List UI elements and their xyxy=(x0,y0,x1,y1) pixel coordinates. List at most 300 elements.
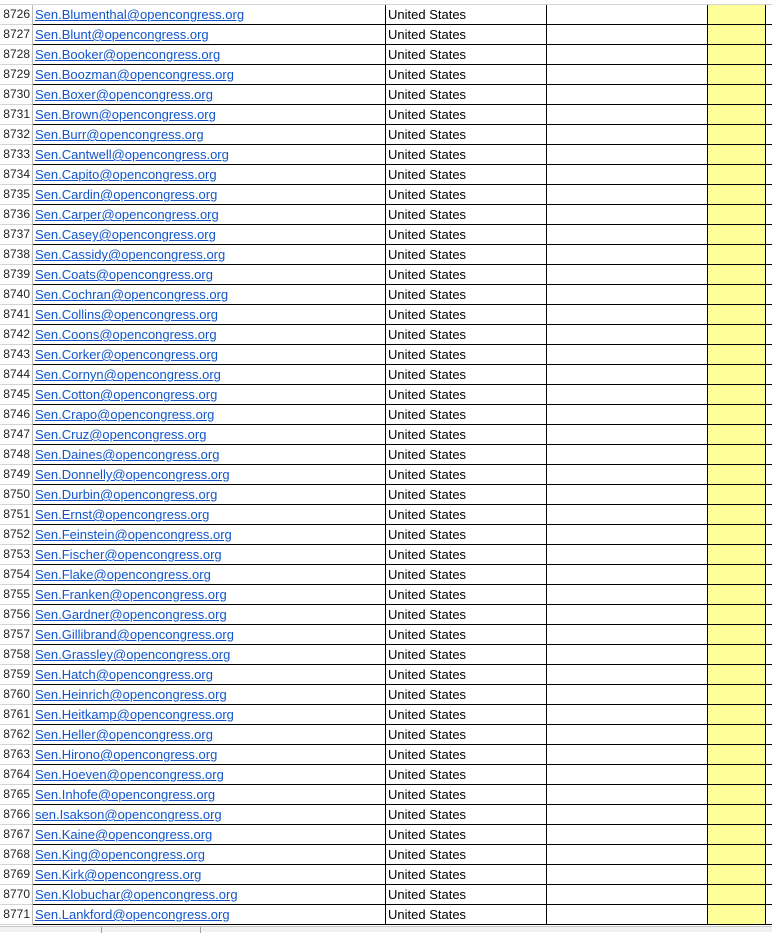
next-column-cell[interactable] xyxy=(766,185,772,205)
highlighted-cell[interactable] xyxy=(708,705,766,725)
row-number[interactable]: 8755 xyxy=(0,585,33,605)
table-row xyxy=(0,805,772,825)
spreadsheet-grid xyxy=(0,5,772,925)
next-column-cell[interactable] xyxy=(766,25,772,45)
email-link-cell[interactable]: sen.Isakson@opencongress.org xyxy=(33,805,386,825)
next-column-cell[interactable] xyxy=(766,565,772,585)
row-number[interactable]: 8729 xyxy=(0,65,33,85)
next-column-cell[interactable] xyxy=(766,765,772,785)
empty-cell[interactable] xyxy=(547,785,708,805)
country-cell[interactable]: United States xyxy=(386,425,547,445)
country-cell[interactable]: United States xyxy=(386,805,547,825)
next-column-cell[interactable] xyxy=(766,225,772,245)
row-number[interactable]: 8737 xyxy=(0,225,33,245)
empty-cell[interactable] xyxy=(547,25,708,45)
next-column-cell[interactable] xyxy=(766,685,772,705)
next-column-cell[interactable] xyxy=(766,145,772,165)
row-number[interactable]: 8760 xyxy=(0,685,33,705)
highlighted-cell[interactable] xyxy=(708,125,766,145)
empty-cell[interactable] xyxy=(547,765,708,785)
country-cell[interactable]: United States xyxy=(386,245,547,265)
email-link-cell[interactable]: Sen.Donnelly@opencongress.org xyxy=(33,465,386,485)
row-number[interactable]: 8763 xyxy=(0,745,33,765)
next-column-cell[interactable] xyxy=(766,5,772,25)
empty-cell[interactable] xyxy=(547,705,708,725)
next-column-cell[interactable] xyxy=(766,165,772,185)
highlighted-cell[interactable] xyxy=(708,805,766,825)
highlighted-cell[interactable] xyxy=(708,5,766,25)
row-number[interactable]: 8727 xyxy=(0,25,33,45)
table-row xyxy=(0,345,772,365)
email-link-cell[interactable]: Sen.Burr@opencongress.org xyxy=(33,125,386,145)
empty-cell[interactable] xyxy=(547,45,708,65)
email-link-cell[interactable]: Sen.Heitkamp@opencongress.org xyxy=(33,705,386,725)
table-row xyxy=(0,565,772,585)
email-link-cell[interactable]: Sen.Ernst@opencongress.org xyxy=(33,505,386,525)
country-cell[interactable]: United States xyxy=(386,45,547,65)
row-number[interactable]: 8747 xyxy=(0,425,33,445)
country-cell[interactable]: United States xyxy=(386,885,547,905)
row-number[interactable]: 8757 xyxy=(0,625,33,645)
highlighted-cell[interactable] xyxy=(708,825,766,845)
country-cell[interactable]: United States xyxy=(386,105,547,125)
next-column-cell[interactable] xyxy=(766,625,772,645)
email-link-cell[interactable]: Sen.Fischer@opencongress.org xyxy=(33,545,386,565)
table-row xyxy=(0,445,772,465)
next-column-cell[interactable] xyxy=(766,325,772,345)
email-link-cell[interactable]: Sen.Flake@opencongress.org xyxy=(33,565,386,585)
highlighted-cell[interactable] xyxy=(708,265,766,285)
next-column-cell[interactable] xyxy=(766,345,772,365)
empty-cell[interactable] xyxy=(547,225,708,245)
empty-cell[interactable] xyxy=(547,285,708,305)
country-cell[interactable]: United States xyxy=(386,865,547,885)
country-cell[interactable]: United States xyxy=(386,485,547,505)
table-row xyxy=(0,265,772,285)
country-cell[interactable]: United States xyxy=(386,25,547,45)
row-number[interactable]: 8746 xyxy=(0,405,33,425)
empty-cell[interactable] xyxy=(547,425,708,445)
table-row xyxy=(0,885,772,905)
email-link-cell[interactable]: Sen.Crapo@opencongress.org xyxy=(33,405,386,425)
highlighted-cell[interactable] xyxy=(708,345,766,365)
highlighted-cell[interactable] xyxy=(708,305,766,325)
highlighted-cell[interactable] xyxy=(708,165,766,185)
empty-cell[interactable] xyxy=(547,545,708,565)
row-number[interactable]: 8731 xyxy=(0,105,33,125)
country-cell[interactable]: United States xyxy=(386,205,547,225)
next-column-cell[interactable] xyxy=(766,85,772,105)
email-link-cell[interactable]: Sen.Feinstein@opencongress.org xyxy=(33,525,386,545)
highlighted-cell[interactable] xyxy=(708,565,766,585)
empty-cell[interactable] xyxy=(547,725,708,745)
next-column-cell[interactable] xyxy=(766,425,772,445)
empty-cell[interactable] xyxy=(547,305,708,325)
country-cell[interactable]: United States xyxy=(386,745,547,765)
highlighted-cell[interactable] xyxy=(708,25,766,45)
table-row xyxy=(0,745,772,765)
table-row xyxy=(0,225,772,245)
country-cell[interactable]: United States xyxy=(386,185,547,205)
empty-cell[interactable] xyxy=(547,185,708,205)
highlighted-cell[interactable] xyxy=(708,385,766,405)
email-link-cell[interactable]: Sen.Franken@opencongress.org xyxy=(33,585,386,605)
country-cell[interactable]: United States xyxy=(386,125,547,145)
email-link-cell[interactable]: Sen.Gardner@opencongress.org xyxy=(33,605,386,625)
country-cell[interactable]: United States xyxy=(386,305,547,325)
email-link-cell[interactable]: Sen.Casey@opencongress.org xyxy=(33,225,386,245)
empty-cell[interactable] xyxy=(547,805,708,825)
email-link-cell[interactable]: Sen.Hatch@opencongress.org xyxy=(33,665,386,685)
next-column-cell[interactable] xyxy=(766,205,772,225)
email-link-cell[interactable]: Sen.Coons@opencongress.org xyxy=(33,325,386,345)
row-number[interactable]: 8745 xyxy=(0,385,33,405)
row-number[interactable]: 8754 xyxy=(0,565,33,585)
empty-cell[interactable] xyxy=(547,85,708,105)
row-number[interactable]: 8769 xyxy=(0,865,33,885)
country-cell[interactable]: United States xyxy=(386,665,547,685)
highlighted-cell[interactable] xyxy=(708,505,766,525)
row-number[interactable]: 8759 xyxy=(0,665,33,685)
empty-cell[interactable] xyxy=(547,325,708,345)
row-number[interactable]: 8761 xyxy=(0,705,33,725)
email-link-cell[interactable]: Sen.Cassidy@opencongress.org xyxy=(33,245,386,265)
email-link-cell[interactable]: Sen.Hirono@opencongress.org xyxy=(33,745,386,765)
row-number[interactable]: 8771 xyxy=(0,905,33,925)
empty-cell[interactable] xyxy=(547,65,708,85)
row-number[interactable]: 8734 xyxy=(0,165,33,185)
email-link-cell[interactable]: Sen.Grassley@opencongress.org xyxy=(33,645,386,665)
country-cell[interactable]: United States xyxy=(386,65,547,85)
email-link-cell[interactable]: Sen.Gillibrand@opencongress.org xyxy=(33,625,386,645)
table-row xyxy=(0,525,772,545)
country-cell[interactable]: United States xyxy=(386,785,547,805)
next-column-cell[interactable] xyxy=(766,845,772,865)
email-link-cell[interactable]: Sen.King@opencongress.org xyxy=(33,845,386,865)
row-number[interactable]: 8730 xyxy=(0,85,33,105)
country-cell[interactable]: United States xyxy=(386,145,547,165)
email-link-cell[interactable]: Sen.Heller@opencongress.org xyxy=(33,725,386,745)
empty-cell[interactable] xyxy=(547,205,708,225)
highlighted-cell[interactable] xyxy=(708,245,766,265)
row-number[interactable]: 8739 xyxy=(0,265,33,285)
next-column-cell[interactable] xyxy=(766,605,772,625)
empty-cell[interactable] xyxy=(547,445,708,465)
country-cell[interactable]: United States xyxy=(386,725,547,745)
next-column-cell[interactable] xyxy=(766,645,772,665)
next-column-cell[interactable] xyxy=(766,505,772,525)
email-link-cell[interactable]: Sen.Boxer@opencongress.org xyxy=(33,85,386,105)
country-cell[interactable]: United States xyxy=(386,345,547,365)
row-number[interactable]: 8743 xyxy=(0,345,33,365)
next-column-cell[interactable] xyxy=(766,485,772,505)
email-link-cell[interactable]: Sen.Boozman@opencongress.org xyxy=(33,65,386,85)
country-cell[interactable]: United States xyxy=(386,505,547,525)
next-column-cell[interactable] xyxy=(766,445,772,465)
empty-cell[interactable] xyxy=(547,385,708,405)
empty-cell[interactable] xyxy=(547,5,708,25)
row-number[interactable]: 8756 xyxy=(0,605,33,625)
country-cell[interactable]: United States xyxy=(386,265,547,285)
row-number[interactable]: 8744 xyxy=(0,365,33,385)
highlighted-cell[interactable] xyxy=(708,145,766,165)
row-number[interactable]: 8740 xyxy=(0,285,33,305)
row-number[interactable]: 8733 xyxy=(0,145,33,165)
country-cell[interactable]: United States xyxy=(386,365,547,385)
next-column-cell[interactable] xyxy=(766,125,772,145)
next-column-cell[interactable] xyxy=(766,885,772,905)
highlighted-cell[interactable] xyxy=(708,545,766,565)
country-cell[interactable]: United States xyxy=(386,85,547,105)
country-cell[interactable]: United States xyxy=(386,685,547,705)
next-column-cell[interactable] xyxy=(766,465,772,485)
highlighted-cell[interactable] xyxy=(708,625,766,645)
table-row xyxy=(0,245,772,265)
highlighted-cell[interactable] xyxy=(708,285,766,305)
table-row xyxy=(0,545,772,565)
row-number[interactable]: 8736 xyxy=(0,205,33,225)
email-link-cell[interactable]: Sen.Klobuchar@opencongress.org xyxy=(33,885,386,905)
empty-cell[interactable] xyxy=(547,505,708,525)
row-number[interactable]: 8735 xyxy=(0,185,33,205)
highlighted-cell[interactable] xyxy=(708,665,766,685)
row-number[interactable]: 8767 xyxy=(0,825,33,845)
highlighted-cell[interactable] xyxy=(708,365,766,385)
next-column-cell[interactable] xyxy=(766,265,772,285)
next-column-cell[interactable] xyxy=(766,905,772,925)
highlighted-cell[interactable] xyxy=(708,525,766,545)
country-cell[interactable]: United States xyxy=(386,565,547,585)
row-number[interactable]: 8749 xyxy=(0,465,33,485)
country-cell[interactable]: United States xyxy=(386,325,547,345)
row-number[interactable]: 8768 xyxy=(0,845,33,865)
next-column-cell[interactable] xyxy=(766,45,772,65)
empty-cell[interactable] xyxy=(547,465,708,485)
empty-cell[interactable] xyxy=(547,625,708,645)
highlighted-cell[interactable] xyxy=(708,465,766,485)
empty-cell[interactable] xyxy=(547,865,708,885)
empty-cell[interactable] xyxy=(547,905,708,925)
empty-cell[interactable] xyxy=(547,145,708,165)
next-column-cell[interactable] xyxy=(766,665,772,685)
email-link-cell[interactable]: Sen.Cornyn@opencongress.org xyxy=(33,365,386,385)
email-link-cell[interactable]: Sen.Cruz@opencongress.org xyxy=(33,425,386,445)
table-row xyxy=(0,105,772,125)
country-cell[interactable]: United States xyxy=(386,525,547,545)
country-cell[interactable]: United States xyxy=(386,605,547,625)
email-link-cell[interactable]: Sen.Cardin@opencongress.org xyxy=(33,185,386,205)
empty-cell[interactable] xyxy=(547,885,708,905)
email-link-cell[interactable]: Sen.Corker@opencongress.org xyxy=(33,345,386,365)
email-link-cell[interactable]: Sen.Hoeven@opencongress.org xyxy=(33,765,386,785)
empty-cell[interactable] xyxy=(547,345,708,365)
row-number[interactable]: 8753 xyxy=(0,545,33,565)
country-cell[interactable]: United States xyxy=(386,405,547,425)
highlighted-cell[interactable] xyxy=(708,845,766,865)
email-link-cell[interactable]: Sen.Heinrich@opencongress.org xyxy=(33,685,386,705)
table-row xyxy=(0,425,772,445)
highlighted-cell[interactable] xyxy=(708,605,766,625)
empty-cell[interactable] xyxy=(547,845,708,865)
row-number[interactable]: 8728 xyxy=(0,45,33,65)
next-column-cell[interactable] xyxy=(766,585,772,605)
empty-cell[interactable] xyxy=(547,745,708,765)
row-number[interactable]: 8732 xyxy=(0,125,33,145)
email-link-cell[interactable]: Sen.Brown@opencongress.org xyxy=(33,105,386,125)
row-number[interactable]: 8770 xyxy=(0,885,33,905)
next-column-cell[interactable] xyxy=(766,305,772,325)
empty-cell[interactable] xyxy=(547,105,708,125)
empty-cell[interactable] xyxy=(547,565,708,585)
country-cell[interactable]: United States xyxy=(386,845,547,865)
country-cell[interactable]: United States xyxy=(386,5,547,25)
email-link-cell[interactable]: Sen.Lankford@opencongress.org xyxy=(33,905,386,925)
next-column-cell[interactable] xyxy=(766,805,772,825)
row-number[interactable]: 8751 xyxy=(0,505,33,525)
email-link-cell[interactable]: Sen.Daines@opencongress.org xyxy=(33,445,386,465)
empty-cell[interactable] xyxy=(547,605,708,625)
highlighted-cell[interactable] xyxy=(708,65,766,85)
next-column-cell[interactable] xyxy=(766,245,772,265)
email-link-cell[interactable]: Sen.Kirk@opencongress.org xyxy=(33,865,386,885)
table-row xyxy=(0,45,772,65)
highlighted-cell[interactable] xyxy=(708,445,766,465)
empty-cell[interactable] xyxy=(547,245,708,265)
highlighted-cell[interactable] xyxy=(708,725,766,745)
empty-cell[interactable] xyxy=(547,685,708,705)
row-number[interactable]: 8765 xyxy=(0,785,33,805)
table-row xyxy=(0,625,772,645)
email-link-cell[interactable]: Sen.Cantwell@opencongress.org xyxy=(33,145,386,165)
next-column-cell[interactable] xyxy=(766,525,772,545)
row-number[interactable]: 8738 xyxy=(0,245,33,265)
table-row xyxy=(0,365,772,385)
empty-cell[interactable] xyxy=(547,665,708,685)
empty-cell[interactable] xyxy=(547,585,708,605)
email-link-cell[interactable]: Sen.Collins@opencongress.org xyxy=(33,305,386,325)
email-link-cell[interactable]: Sen.Booker@opencongress.org xyxy=(33,45,386,65)
highlighted-cell[interactable] xyxy=(708,425,766,445)
row-number[interactable]: 8741 xyxy=(0,305,33,325)
next-column-cell[interactable] xyxy=(766,365,772,385)
next-column-cell[interactable] xyxy=(766,745,772,765)
country-cell[interactable]: United States xyxy=(386,165,547,185)
highlighted-cell[interactable] xyxy=(708,765,766,785)
highlighted-cell[interactable] xyxy=(708,745,766,765)
row-number[interactable]: 8752 xyxy=(0,525,33,545)
highlighted-cell[interactable] xyxy=(708,865,766,885)
email-link-cell[interactable]: Sen.Durbin@opencongress.org xyxy=(33,485,386,505)
country-cell[interactable]: United States xyxy=(386,625,547,645)
country-cell[interactable]: United States xyxy=(386,545,547,565)
country-cell[interactable]: United States xyxy=(386,585,547,605)
email-link-cell[interactable]: Sen.Blumenthal@opencongress.org xyxy=(33,5,386,25)
empty-cell[interactable] xyxy=(547,485,708,505)
country-cell[interactable]: United States xyxy=(386,285,547,305)
table-row xyxy=(0,145,772,165)
highlighted-cell[interactable] xyxy=(708,45,766,65)
next-column-cell[interactable] xyxy=(766,705,772,725)
row-number[interactable]: 8726 xyxy=(0,5,33,25)
empty-cell[interactable] xyxy=(547,525,708,545)
row-number[interactable]: 8766 xyxy=(0,805,33,825)
table-row xyxy=(0,765,772,785)
highlighted-cell[interactable] xyxy=(708,225,766,245)
country-cell[interactable]: United States xyxy=(386,705,547,725)
next-column-cell[interactable] xyxy=(766,285,772,305)
email-link-cell[interactable]: Sen.Capito@opencongress.org xyxy=(33,165,386,185)
highlighted-cell[interactable] xyxy=(708,105,766,125)
email-link-cell[interactable]: Sen.Coats@opencongress.org xyxy=(33,265,386,285)
email-link-cell[interactable]: Sen.Inhofe@opencongress.org xyxy=(33,785,386,805)
country-cell[interactable]: United States xyxy=(386,225,547,245)
row-number[interactable]: 8764 xyxy=(0,765,33,785)
table-row xyxy=(0,5,772,25)
country-cell[interactable]: United States xyxy=(386,905,547,925)
highlighted-cell[interactable] xyxy=(708,905,766,925)
next-column-cell[interactable] xyxy=(766,825,772,845)
empty-cell[interactable] xyxy=(547,165,708,185)
row-number[interactable]: 8742 xyxy=(0,325,33,345)
country-cell[interactable]: United States xyxy=(386,465,547,485)
table-row xyxy=(0,905,772,925)
next-column-cell[interactable] xyxy=(766,865,772,885)
email-link-cell[interactable]: Sen.Cotton@opencongress.org xyxy=(33,385,386,405)
table-row xyxy=(0,165,772,185)
row-number[interactable]: 8762 xyxy=(0,725,33,745)
highlighted-cell[interactable] xyxy=(708,405,766,425)
highlighted-cell[interactable] xyxy=(708,585,766,605)
highlighted-cell[interactable] xyxy=(708,885,766,905)
country-cell[interactable]: United States xyxy=(386,765,547,785)
highlighted-cell[interactable] xyxy=(708,485,766,505)
country-cell[interactable]: United States xyxy=(386,645,547,665)
empty-cell[interactable] xyxy=(547,405,708,425)
highlighted-cell[interactable] xyxy=(708,785,766,805)
email-link-cell[interactable]: Sen.Cochran@opencongress.org xyxy=(33,285,386,305)
row-number[interactable]: 8758 xyxy=(0,645,33,665)
highlighted-cell[interactable] xyxy=(708,185,766,205)
next-column-cell[interactable] xyxy=(766,105,772,125)
highlighted-cell[interactable] xyxy=(708,325,766,345)
sheet-tab-divider xyxy=(200,927,201,933)
next-column-cell[interactable] xyxy=(766,385,772,405)
email-link-cell[interactable]: Sen.Blunt@opencongress.org xyxy=(33,25,386,45)
email-link-cell[interactable]: Sen.Kaine@opencongress.org xyxy=(33,825,386,845)
country-cell[interactable]: United States xyxy=(386,385,547,405)
empty-cell[interactable] xyxy=(547,365,708,385)
country-cell[interactable]: United States xyxy=(386,445,547,465)
next-column-cell[interactable] xyxy=(766,785,772,805)
email-link-cell[interactable]: Sen.Carper@opencongress.org xyxy=(33,205,386,225)
next-column-cell[interactable] xyxy=(766,405,772,425)
country-cell[interactable]: United States xyxy=(386,825,547,845)
highlighted-cell[interactable] xyxy=(708,685,766,705)
empty-cell[interactable] xyxy=(547,825,708,845)
row-number[interactable]: 8750 xyxy=(0,485,33,505)
highlighted-cell[interactable] xyxy=(708,205,766,225)
empty-cell[interactable] xyxy=(547,125,708,145)
empty-cell[interactable] xyxy=(547,265,708,285)
next-column-cell[interactable] xyxy=(766,725,772,745)
table-row xyxy=(0,845,772,865)
next-column-cell[interactable] xyxy=(766,545,772,565)
empty-cell[interactable] xyxy=(547,645,708,665)
next-column-cell[interactable] xyxy=(766,65,772,85)
highlighted-cell[interactable] xyxy=(708,85,766,105)
row-number[interactable]: 8748 xyxy=(0,445,33,465)
highlighted-cell[interactable] xyxy=(708,645,766,665)
